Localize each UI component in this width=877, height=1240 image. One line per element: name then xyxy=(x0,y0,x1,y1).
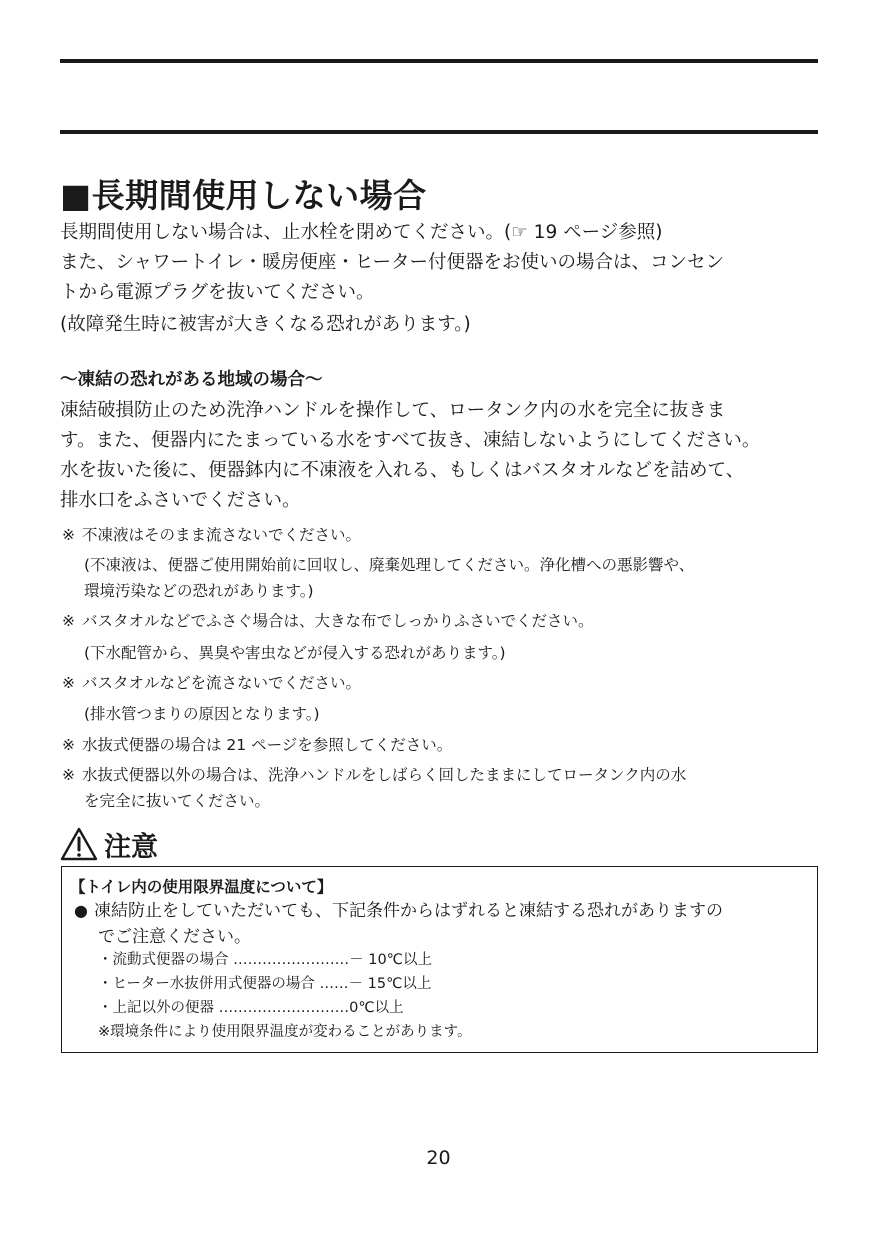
condition-heater-type: ・ヒーター水抜併用式便器の場合 ……－ 15℃以上 xyxy=(98,976,432,992)
condition-other-type: ・上記以外の便器 ………………………0℃以上 xyxy=(98,1000,404,1016)
note-towel-cover: ※ バスタオルなどでふさぐ場合は、大きな布でしっかりふさいでください。 xyxy=(62,612,594,630)
intro-line-2: また、シャワートイレ・暖房便座・ヒーター付便器をお使いの場合は、コンセン xyxy=(60,252,724,273)
caution-footnote: ※環境条件により使用限界温度が変わることがあります。 xyxy=(98,1024,472,1040)
caution-label: 注意 xyxy=(104,831,158,863)
freeze-subheading: 〜凍結の恐れがある地域の場合〜 xyxy=(60,370,323,390)
note-other-type: ※ 水抜式便器以外の場合は、洗浄ハンドルをしばらく回したままにしてロータンク内の水 xyxy=(62,766,687,784)
top-rule xyxy=(60,59,818,63)
note-antifreeze-detail-1: (不凍液は、便器ご使用開始前に回収し、廃棄処理してください。浄化槽への悪影響や、 xyxy=(84,556,695,574)
note-other-type-detail: を完全に抜いてください。 xyxy=(84,792,271,810)
body-line-3: 水を抜いた後に、便器鉢内に不凍液を入れる、もしくはバスタオルなどを詰めて、 xyxy=(60,460,745,481)
bullet-icon: ● xyxy=(74,901,88,920)
body-line-1: 凍結破損防止のため洗浄ハンドルを操作して、ロータンク内の水を完全に抜きま xyxy=(60,400,726,421)
body-line-2: す。また、便器内にたまっている水をすべて抜き、凍結しないようにしてください。 xyxy=(60,430,761,451)
note-antifreeze: ※ 不凍液はそのまま流さないでください。 xyxy=(62,526,362,544)
condition-flow-type: ・流動式便器の場合 ……………………－ 10℃以上 xyxy=(98,952,432,968)
caution-line-2: でご注意ください。 xyxy=(98,927,251,947)
caution-box xyxy=(61,866,818,1053)
caution-heading xyxy=(60,826,158,862)
note-towel-flush: ※ バスタオルなどを流さないでください。 xyxy=(62,674,362,692)
body-line-4: 排水口をふさいでください。 xyxy=(60,490,301,511)
warning-icon xyxy=(60,827,98,861)
intro-line-3: トから電源プラグを抜いてください。 xyxy=(60,282,375,303)
caution-line-1: ● 凍結防止をしていただいても、下記条件からはずれると凍結する恐れがありますの xyxy=(74,897,723,925)
note-towel-flush-detail: (排水管つまりの原因となります。) xyxy=(84,705,320,723)
section-title: ■長期間使用しない場合 xyxy=(60,176,427,215)
page-number: 20 xyxy=(426,1147,451,1169)
intro-line-1: 長期間使用しない場合は、止水栓を閉めてください。(☞ 19 ページ参照) xyxy=(60,222,663,243)
section-rule xyxy=(60,130,818,134)
note-towel-cover-detail: (下水配管から、異臭や害虫などが侵入する恐れがあります。) xyxy=(84,644,506,662)
note-antifreeze-detail-2: 環境汚染などの恐れがあります。) xyxy=(84,582,314,600)
caution-box-title: 【トイレ内の使用限界温度について】 xyxy=(70,878,333,896)
intro-line-4: (故障発生時に被害が大きくなる恐れがあります。) xyxy=(60,314,471,335)
note-drain-type: ※ 水抜式便器の場合は 21 ページを参照してください。 xyxy=(62,736,453,754)
